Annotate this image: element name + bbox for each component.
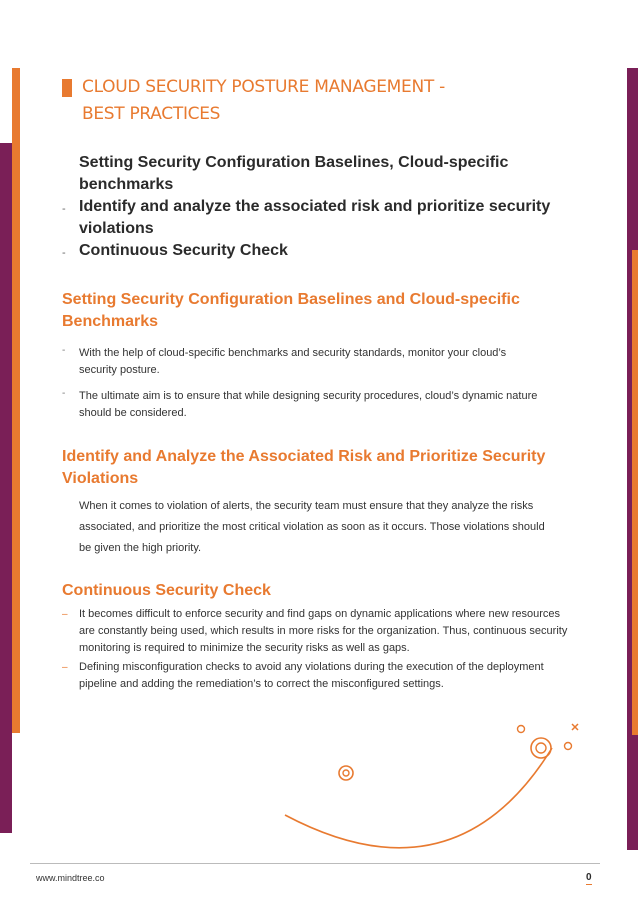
right-orange-stripe bbox=[632, 250, 638, 735]
intro-item bbox=[62, 240, 562, 262]
dash-bullet: - bbox=[62, 247, 66, 259]
intro-item-text: Continuous Security Check bbox=[79, 242, 288, 259]
decorative-ring-inner bbox=[536, 743, 546, 753]
decorative-dot bbox=[565, 743, 572, 750]
dash-bullet: - bbox=[62, 345, 66, 356]
dash-bullet: – bbox=[62, 609, 68, 620]
section-heading: Continuous Security Check bbox=[62, 582, 271, 599]
list-item-text: With the help of cloud-specific benchmarks and security standards, monitor your cloud’s security posture. bbox=[79, 347, 507, 376]
section-heading: Setting Security Configuration Baselines and Cloud-specific Benchmarks bbox=[62, 291, 520, 330]
dash-bullet: – bbox=[62, 662, 68, 673]
section-heading: Identify and Analyze the Associated Risk and Prioritize Security Violations bbox=[62, 448, 546, 487]
list-item-text: It becomes difficult to enforce security and find gaps on dynamic applications where new resources are constantly being used, which results in more risks for the organization. Thus, continuous security monitoring is required to minimize the security risks as well as gaps. bbox=[79, 608, 568, 654]
footer-url: www.mindtree.co bbox=[36, 873, 105, 883]
intro-item-text: Identify and analyze the associated risk and prioritize security violations bbox=[79, 198, 551, 237]
decorative-dot bbox=[518, 726, 525, 733]
intro-list bbox=[62, 152, 562, 262]
page-number: 0 bbox=[586, 872, 592, 883]
list-item bbox=[62, 659, 572, 693]
intro-item bbox=[62, 196, 562, 240]
list-item-text: Defining misconfiguration checks to avoid any violations during the execution of the deployment pipeline and adding the remediation’s to correct the misconfigured settings. bbox=[79, 661, 544, 690]
decorative-ring bbox=[339, 766, 353, 780]
left-orange-stripe bbox=[12, 68, 20, 733]
page-number-underline bbox=[586, 884, 592, 885]
footer-divider bbox=[30, 863, 600, 864]
list-item-text: The ultimate aim is to ensure that while designing security procedures, cloud’s dynamic nature should be considered. bbox=[79, 390, 538, 419]
decorative-curve bbox=[285, 748, 552, 848]
title-marker bbox=[62, 79, 72, 97]
list-item bbox=[62, 345, 542, 379]
left-purple-stripe bbox=[0, 143, 12, 833]
x-mark-icon bbox=[572, 724, 578, 730]
page-title-line-2: BEST PRACTICES bbox=[82, 104, 221, 124]
intro-item bbox=[62, 152, 562, 196]
decorative-ring-inner bbox=[343, 770, 349, 776]
page-title-line-1: CLOUD SECURITY POSTURE MANAGEMENT - bbox=[82, 77, 445, 97]
dash-bullet: - bbox=[62, 388, 66, 399]
section-paragraph: When it comes to violation of alerts, the security team must ensure that they analyze the risks associated, and prioritize the most critical violation as soon as it occurs. Those violations should be given the high priority. bbox=[79, 500, 545, 554]
list-item bbox=[62, 606, 572, 657]
intro-item-text: Setting Security Configuration Baselines, Cloud-specific benchmarks bbox=[79, 154, 509, 193]
list-item bbox=[62, 388, 542, 422]
decorative-ring bbox=[531, 738, 551, 758]
dash-bullet: - bbox=[62, 203, 66, 215]
